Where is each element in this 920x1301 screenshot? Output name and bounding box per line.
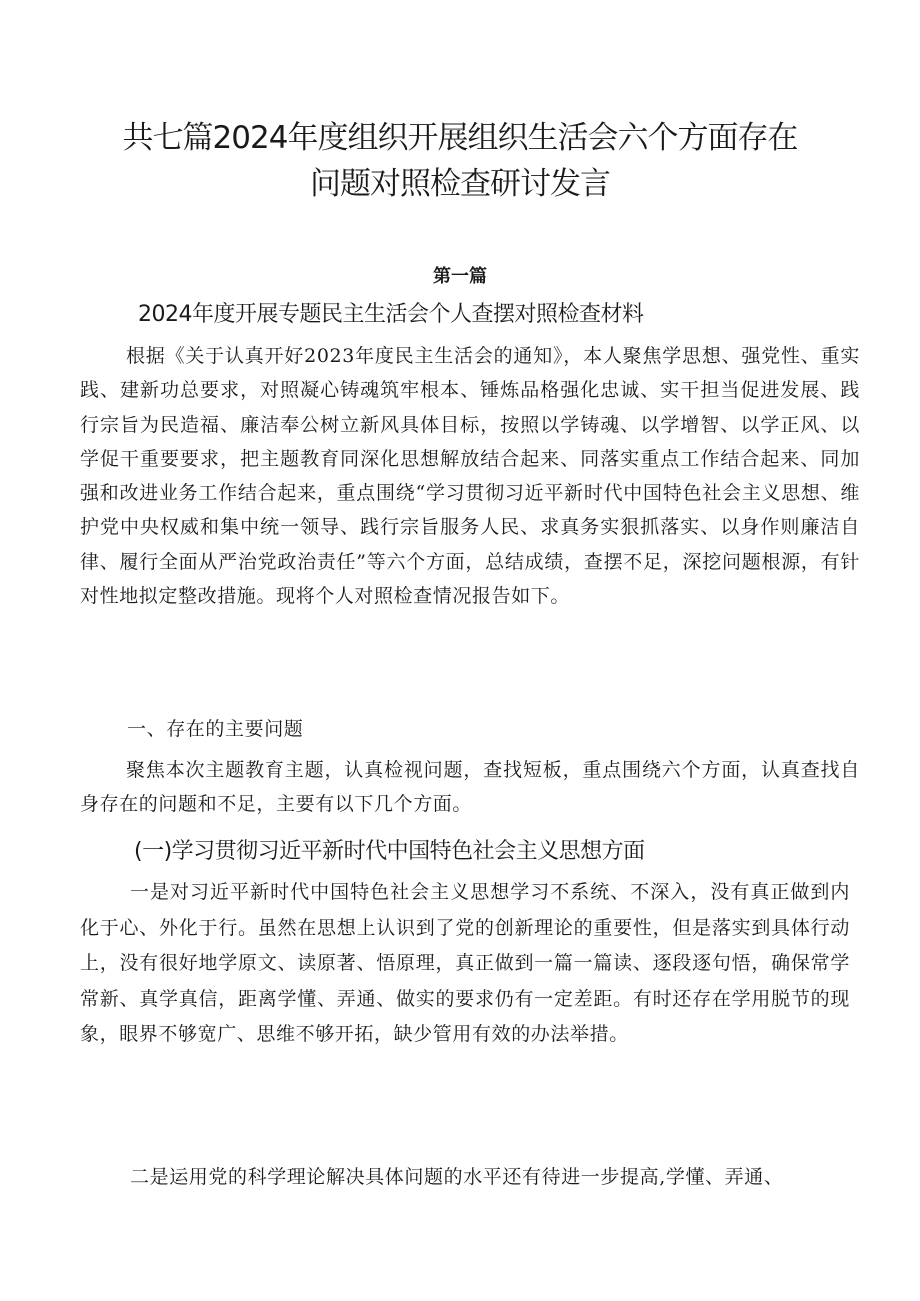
paragraph-point-2: 二是运用党的科学理论解决具体问题的水平还有待进一步提高,学懂、弄通、	[130, 1166, 784, 1188]
paragraph-overview: 聚焦本次主题教育主题，认真检视问题，查找短板，重点围绕六个方面，认真查找自身存在的问题和不足，主要有以下几个方面。	[80, 759, 860, 816]
paragraph-intro: 根据《关于认真开好2023年度民主生活会的通知》，本人聚焦学思想、强党性、重实践、建新功总要求，对照凝心铸魂筑牢根本、锤炼品格强化忠诚、实干担当促进发展、践行宗旨为民造福、廉洁奉公树立新风具体目标，按照以学铸魂、以学增智、以学正风、以学促干重要要求，把主题教育同深化思想解放结合起来、同落实重点工作结合起来、同加强和改进业务工作结合起来，重点围绕“学习贯彻习近平新时代中国特色社会主义思想、维护党中央权威和集中统一领导、践行宗旨服务人民、求真务实狠抓落实、以身作则廉洁自律、履行全面从严治党政治责任”等六个方面，总结成绩，查摆不足，深挖问题根源，有针对性地拟定整改措施。现将个人对照检查情况报告如下。	[80, 345, 860, 608]
heading-main-problems: 一、存在的主要问题	[127, 718, 304, 740]
document-subtitle: 2024年度开展专题民主生活会个人查摆对照检查材料	[138, 302, 644, 327]
paragraph-point-1: 一是对习近平新时代中国特色社会主义思想学习不系统、不深入，没有真正做到内化于心、外化于行。虽然在思想上认识到了党的创新理论的重要性，但是落实到具体行动上，没有很好地学原文、读原著、悟原理，真正做到一篇一篇读、逐段逐句悟，确保常学常新、真学真信，距离学懂、弄通、做实的要求仍有一定差距。有时还存在学用脱节的现象，眼界不够宽广、思维不够开拓，缺少管用有效的办法举措。	[80, 881, 850, 1045]
section-heading-1: (一)学习贯彻习近平新时代中国特色社会主义思想方面	[134, 839, 645, 864]
chapter-label: 第一篇	[433, 266, 487, 287]
document-title-line-2: 问题对照检查研讨发言	[310, 166, 610, 202]
document-title-line-1: 共七篇2024年度组织开展组织生活会六个方面存在	[122, 120, 798, 156]
